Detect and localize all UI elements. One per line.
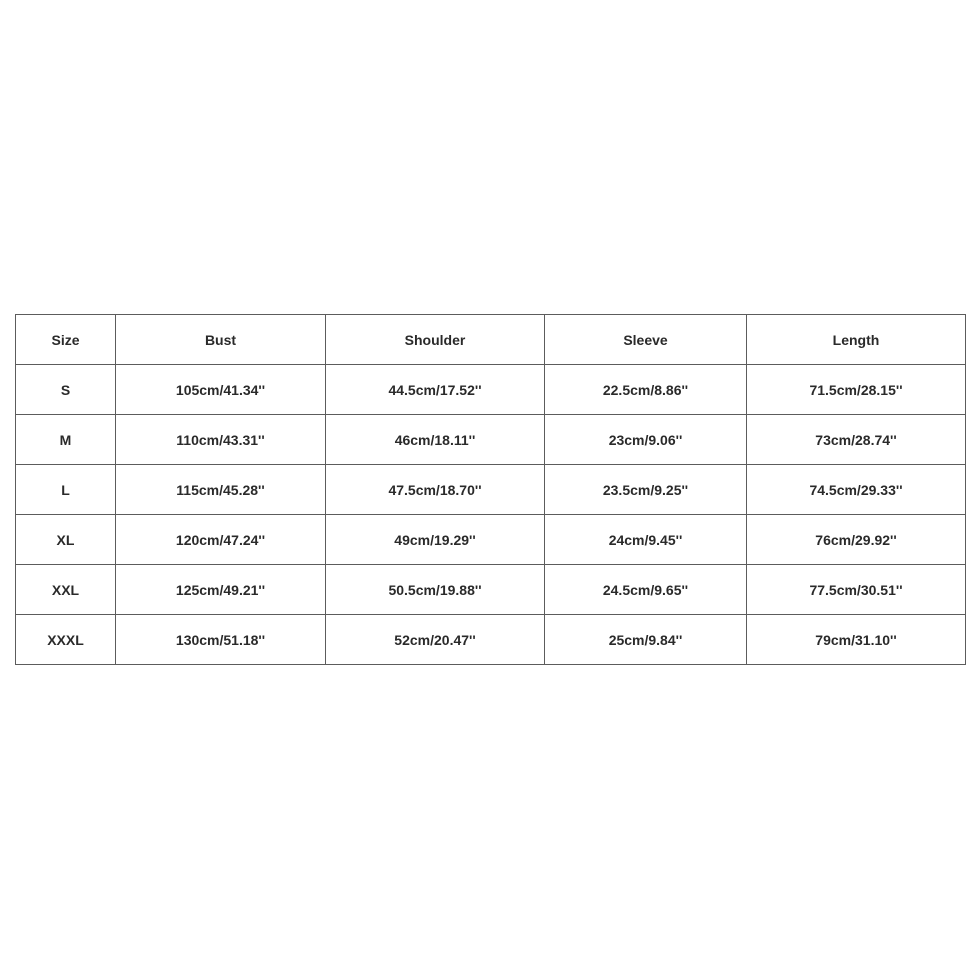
table-row [16,615,966,665]
length-cell: 79cm/31.10'' [747,615,966,665]
sleeve-cell: 23cm/9.06'' [545,415,747,465]
bust-cell: 110cm/43.31'' [116,415,326,465]
length-cell: 76cm/29.92'' [747,515,966,565]
table-row [16,565,966,615]
shoulder-cell: 47.5cm/18.70'' [326,465,545,515]
length-cell: 71.5cm/28.15'' [747,365,966,415]
size-chart-table [15,314,966,665]
header-sleeve: Sleeve [545,315,747,365]
sleeve-cell: 25cm/9.84'' [545,615,747,665]
size-cell: L [16,465,116,515]
header-bust: Bust [116,315,326,365]
table-header-row [16,315,966,365]
sleeve-cell: 24cm/9.45'' [545,515,747,565]
length-cell: 77.5cm/30.51'' [747,565,966,615]
sleeve-cell: 23.5cm/9.25'' [545,465,747,515]
bust-cell: 120cm/47.24'' [116,515,326,565]
shoulder-cell: 52cm/20.47'' [326,615,545,665]
size-cell: S [16,365,116,415]
header-shoulder: Shoulder [326,315,545,365]
size-cell: XXL [16,565,116,615]
length-cell: 73cm/28.74'' [747,415,966,465]
table-row [16,465,966,515]
sleeve-cell: 24.5cm/9.65'' [545,565,747,615]
table-row [16,515,966,565]
header-size: Size [16,315,116,365]
size-cell: M [16,415,116,465]
sleeve-cell: 22.5cm/8.86'' [545,365,747,415]
size-cell: XXXL [16,615,116,665]
shoulder-cell: 46cm/18.11'' [326,415,545,465]
shoulder-cell: 49cm/19.29'' [326,515,545,565]
shoulder-cell: 44.5cm/17.52'' [326,365,545,415]
header-length: Length [747,315,966,365]
bust-cell: 125cm/49.21'' [116,565,326,615]
table-row [16,415,966,465]
bust-cell: 115cm/45.28'' [116,465,326,515]
length-cell: 74.5cm/29.33'' [747,465,966,515]
bust-cell: 105cm/41.34'' [116,365,326,415]
shoulder-cell: 50.5cm/19.88'' [326,565,545,615]
size-cell: XL [16,515,116,565]
table-row [16,365,966,415]
bust-cell: 130cm/51.18'' [116,615,326,665]
